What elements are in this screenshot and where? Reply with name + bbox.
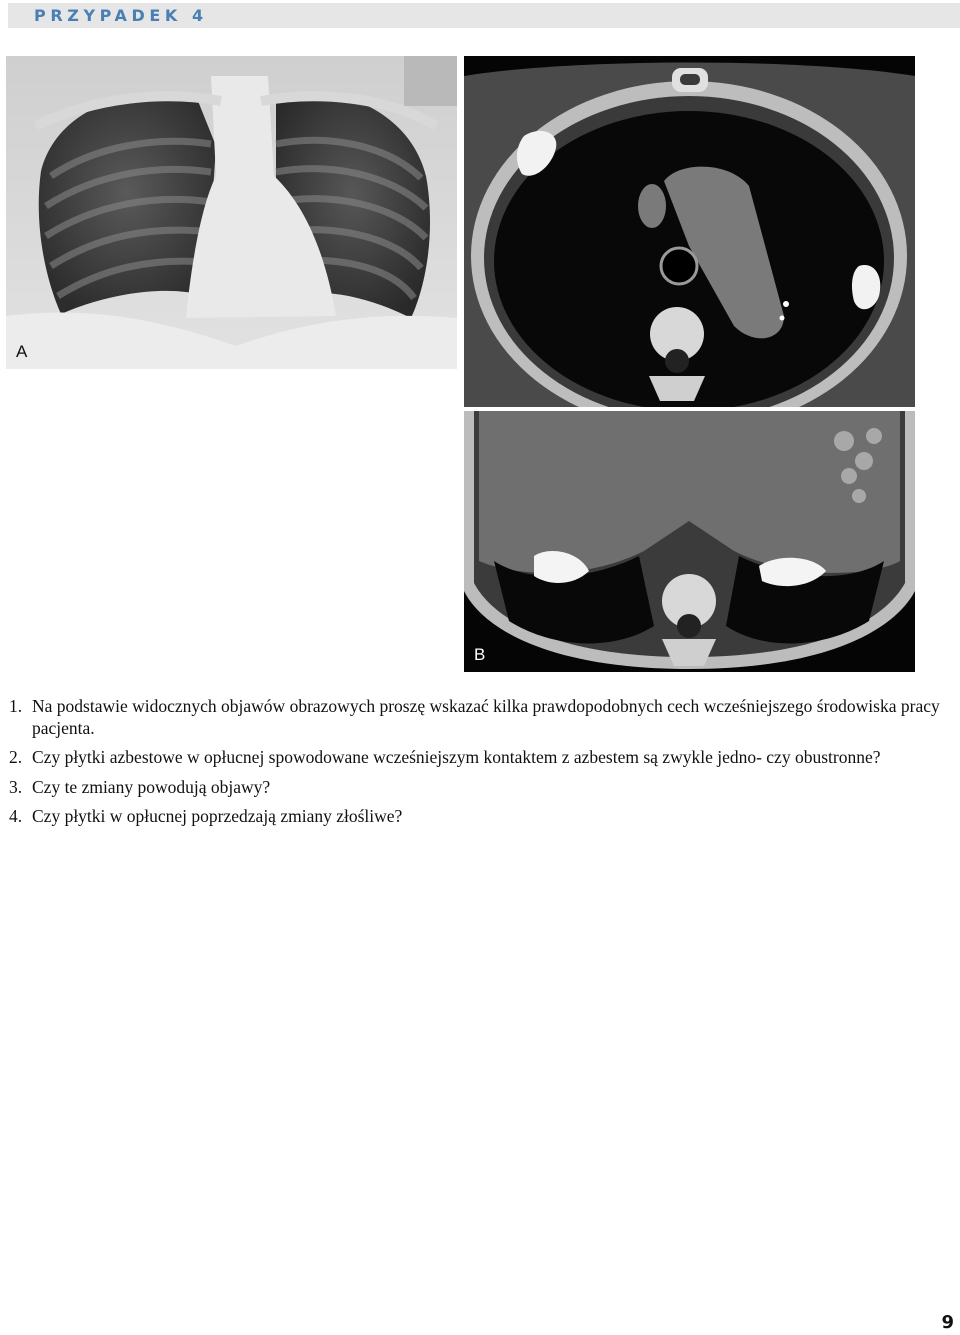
- case-title: PRZYPADEK 4: [34, 6, 208, 25]
- list-item: [9, 806, 955, 828]
- question-text: Czy płytki w opłucnej poprzedzają zmiany złośliwe?: [32, 806, 403, 826]
- list-item: [9, 696, 955, 739]
- panel-b-label: B: [474, 645, 486, 664]
- question-number: 2.: [9, 747, 23, 767]
- question-list: [9, 696, 955, 836]
- question-number: 1.: [9, 696, 23, 716]
- question-number: 4.: [9, 806, 23, 826]
- ct-scan-lower-image: [464, 411, 915, 672]
- ct-scan-lower-figure: [464, 411, 915, 672]
- question-text: Czy płytki azbestowe w opłucnej spowodowane wcześniejszym kontaktem z azbestem są zwykle jedno- czy obustronne?: [32, 747, 881, 767]
- page-number: 9: [941, 1312, 954, 1333]
- chest-xray-figure: [6, 56, 457, 369]
- question-text: Czy te zmiany powodują objawy?: [32, 776, 271, 797]
- ct-scan-upper-figure: [464, 56, 915, 407]
- question-text: Na podstawie widocznych objawów obrazowych proszę wskazać kilka prawdopodobnych cech wcześniejszego środowiska pracy pacjenta.: [32, 696, 940, 738]
- list-item: [9, 777, 955, 799]
- chest-xray-image: [6, 56, 457, 369]
- section-header-bar: [8, 3, 960, 28]
- question-number: 3.: [9, 776, 23, 797]
- panel-a-label: A: [16, 342, 28, 361]
- list-item: [9, 747, 955, 769]
- ct-scan-upper-image: [464, 56, 915, 407]
